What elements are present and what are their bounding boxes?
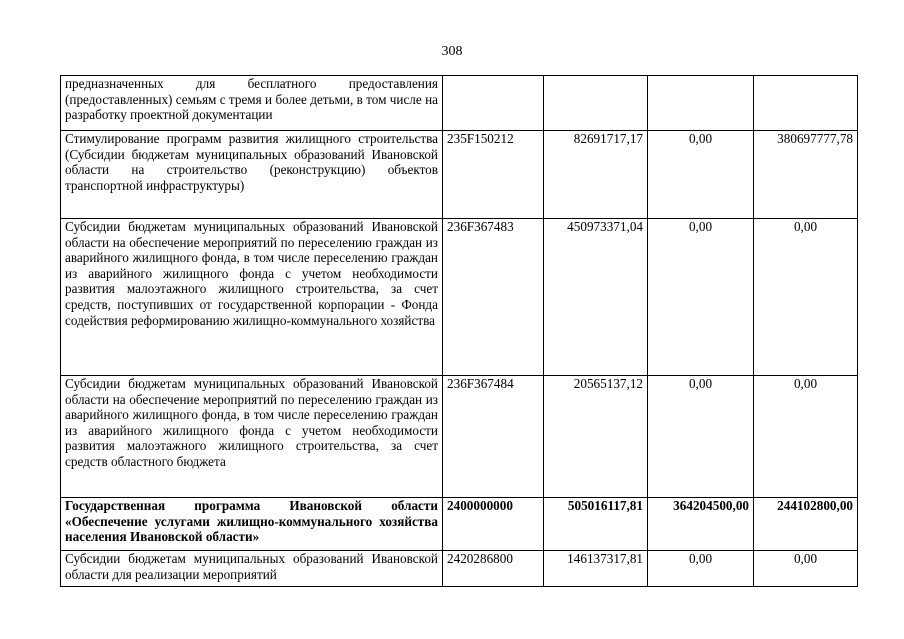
budget-table [60, 75, 858, 587]
row-description: предназначенных для бесплатного предоставления (предоставленных) семьям с тремя и более детьми, в том числе на разработку проектной документации [61, 76, 443, 131]
row-code: 236F367483 [443, 219, 544, 376]
row-amount-1: 146137317,81 [544, 551, 648, 587]
row-amount-2: 364204500,00 [648, 498, 754, 551]
row-description: Субсидии бюджетам муниципальных образований Ивановской области для реализации мероприятий [61, 551, 443, 587]
row-amount-3: 0,00 [754, 219, 858, 376]
table-row [61, 551, 858, 587]
page-number: 308 [441, 44, 463, 59]
row-description: Государственная программа Ивановской области «Обеспечение услугами жилищно-коммунального хозяйства населения Ивановской области» [61, 498, 443, 551]
row-description: Стимулирование программ развития жилищного строительства (Субсидии бюджетам муниципальных образований Ивановской области на строительство (реконструкцию) объектов транспортной инфраструктуры) [61, 131, 443, 219]
row-code: 2420286800 [443, 551, 544, 587]
table-row [61, 219, 858, 376]
row-amount-3 [754, 76, 858, 131]
row-amount-2: 0,00 [648, 219, 754, 376]
row-amount-1: 505016117,81 [544, 498, 648, 551]
row-amount-3: 380697777,78 [754, 131, 858, 219]
row-amount-2: 0,00 [648, 376, 754, 498]
row-code: 2400000000 [443, 498, 544, 551]
row-amount-1: 450973371,04 [544, 219, 648, 376]
row-description: Субсидии бюджетам муниципальных образований Ивановской области на обеспечение мероприятий по переселению граждан из аварийного жилищного фонда, в том числе переселению граждан из аварийного жилищного фонда с учетом необходимости развития малоэтажного жилищного строительства, за счет средств, поступивших от государственной корпорации - Фонда содействия реформированию жилищно-коммунального хозяйства [61, 219, 443, 376]
row-amount-3: 0,00 [754, 376, 858, 498]
row-amount-3: 244102800,00 [754, 498, 858, 551]
row-amount-2: 0,00 [648, 131, 754, 219]
row-description: Субсидии бюджетам муниципальных образований Ивановской области на обеспечение мероприятий по переселению граждан из аварийного жилищного фонда, в том числе переселению граждан из аварийного жилищного фонда с учетом необходимости развития малоэтажного жилищного строительства, за счет средств областного бюджета [61, 376, 443, 498]
row-amount-2: 0,00 [648, 551, 754, 587]
row-amount-1: 82691717,17 [544, 131, 648, 219]
row-code [443, 76, 544, 131]
table-row [61, 376, 858, 498]
row-amount-1 [544, 76, 648, 131]
table-row [61, 498, 858, 551]
row-amount-1: 20565137,12 [544, 376, 648, 498]
row-code: 236F367484 [443, 376, 544, 498]
row-code: 235F150212 [443, 131, 544, 219]
row-amount-2 [648, 76, 754, 131]
table-row [61, 76, 858, 131]
table-row [61, 131, 858, 219]
row-amount-3: 0,00 [754, 551, 858, 587]
